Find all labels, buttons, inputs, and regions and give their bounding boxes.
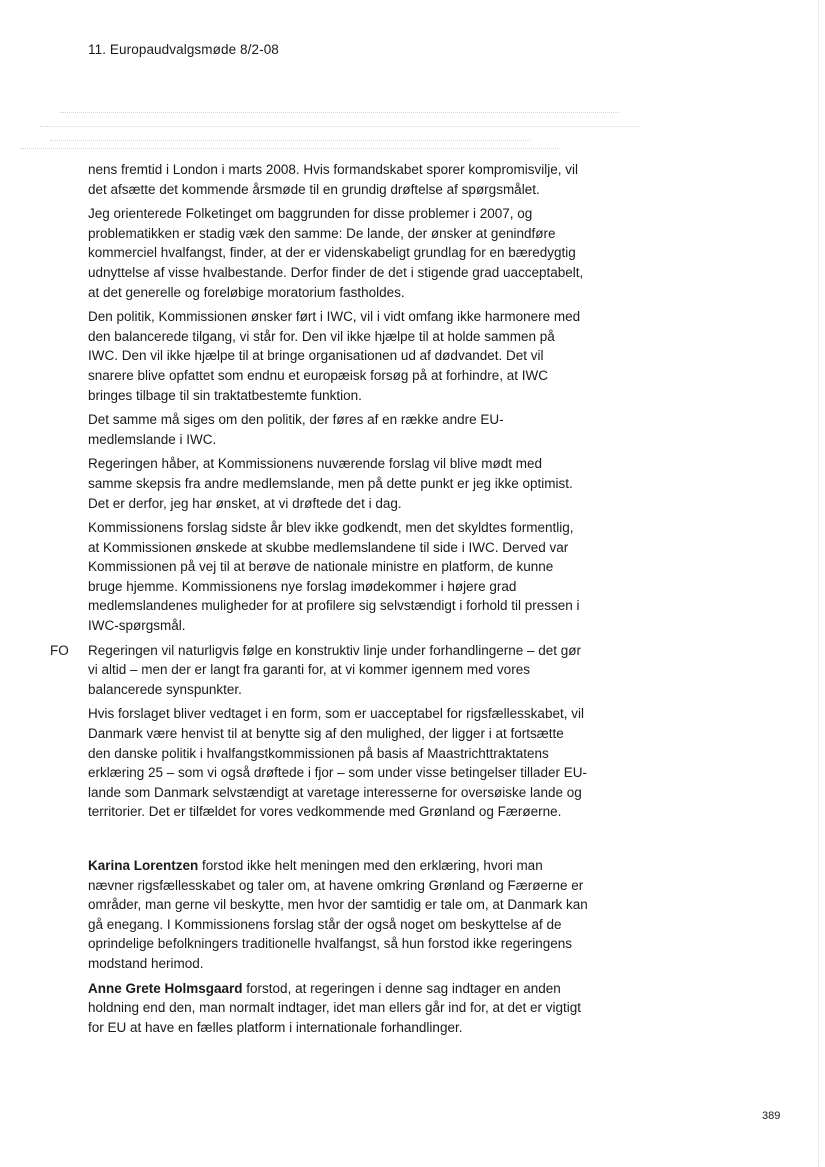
paragraph-text: Jeg orienterede Folketinget om baggrunden for disse problemer i 2007, og problematikken er stadig væk den samme: De lande, der ønsker at genindføre kommerciel hvalfangst, finder, at der er videnskabeligt grundlag for en bæredygtig udnyttelse af visse hvalbestande. Derfor finder de det i stigende grad uacceptabelt, at det generelle og foreløbige moratorium fastholdes. xyxy=(88,206,584,300)
paragraph-text: Regeringen vil naturligvis følge en konstruktiv linje under forhandlingerne – det gør vi altid – men der er langt fra garanti for, at vi kommer igennem med vores balancerede synspunkter. xyxy=(88,642,582,697)
paragraph xyxy=(88,704,588,822)
page-title: 11. Europaudvalgsmøde 8/2-08 xyxy=(88,42,279,57)
page-number: 389 xyxy=(762,1110,781,1122)
page-header xyxy=(88,42,279,57)
paragraph-text: Regeringen håber, at Kommissionens nuværende forslag vil blive mødt med samme skepsis fra andre medlemslande, men på dette punkt er jeg ikke optimist. Det er derfor, jeg har ønsket, at vi drøftede det i dag. xyxy=(88,456,573,511)
paragraph xyxy=(88,204,588,302)
paragraph-text: Den politik, Kommissionen ønsker ført i IWC, vil i vidt omfang ikke harmonere med den balancerede tilgang, vi står for. Den vil ikke hjælpe til at holde sammen på IWC. Den vil ikke hjælpe til at bringe organisationen ud af dødvandet. Det vil snarere blive opfattet som endnu et europæisk forsøg på at forhindre, at IWC bringes tilbage til sin traktatbestemte funktion. xyxy=(88,309,581,403)
paragraph xyxy=(88,518,588,636)
scan-line xyxy=(40,126,640,127)
paragraph-text: Kommissionens forslag sidste år blev ikke godkendt, men det skyldtes formentlig, at Kommissionen ønskede at skubbe medlemslandene til side i IWC. Derved var Kommissionen på vej til at berøve de nationale ministre en platform, de kunne bruge hjemme. Kommissionens nye forslag imødekommer i højere grad medlemslandenes muligheder for at profilere sig selvstændigt i forhold til pressen i IWC-spørgsmål. xyxy=(88,520,580,634)
scan-line xyxy=(20,148,560,149)
paragraph-text: forstod, at regeringen i denne sag indtager en anden holdning end den, man normalt indtager, idet man ellers går ind for, at det er vigtigt for EU at have en fælles platform i internationale forhandlinger. xyxy=(88,980,582,1035)
paragraph xyxy=(88,160,588,199)
paragraph-text: nens fremtid i London i marts 2008. Hvis formandskabet sporer kompromisvilje, vil det afsætte det kommende årsmøde til en grundig drøftelse af spørgsmålet. xyxy=(88,162,578,197)
speaker-paragraph xyxy=(88,856,588,974)
speaker-name: Karina Lorentzen xyxy=(88,858,199,873)
scan-line xyxy=(50,140,530,141)
scan-edge-line xyxy=(818,0,819,1167)
paragraph-text: forstod ikke helt meningen med den erklæring, hvori man nævner rigsfællesskabet og taler om, at havene omkring Grønland og Færøerne er områder, man gerne vil beskytte, men hvor der samtidig er tale om, at Danmark kan gå enegang. I Kommissionens forslag står der også noget om beskyttelse af de oprindelige befolkningers traditionelle hvalfangst, så hun forstod ikke regeringens modstand herimod. xyxy=(88,858,588,971)
paragraph-text: Det samme må siges om den politik, der føres af en række andre EU-medlemslande i IWC. xyxy=(88,412,504,447)
speaker-name: Anne Grete Holmsgaard xyxy=(88,980,243,996)
paragraph xyxy=(88,307,588,405)
speaker-paragraph xyxy=(88,979,588,1038)
document-body xyxy=(50,160,588,1042)
paragraph-text: Hvis forslaget bliver vedtaget i en form, som er uacceptabel for rigsfællesskabet, vil Danmark være henvist til at benytte sig af den mulighed, der ligger i at fortsætte den danske politik i hvalfangstkommissionen på basis af Maastrichttraktatens erklæring 25 – som vi også drøftede i fjor – som under visse betingelser tillader EU-lande som Danmark selvstændigt at varetage interesserne for oversøiske lande og territorier. Det er tilfældet for vores vedkommende med Grønland og Færøerne. xyxy=(88,706,587,820)
paragraph xyxy=(88,410,588,449)
paragraph xyxy=(50,641,588,700)
paragraph xyxy=(88,454,588,513)
margin-code: FO xyxy=(50,642,69,658)
scan-line xyxy=(60,112,620,113)
scan-artifact-lines xyxy=(20,108,660,160)
